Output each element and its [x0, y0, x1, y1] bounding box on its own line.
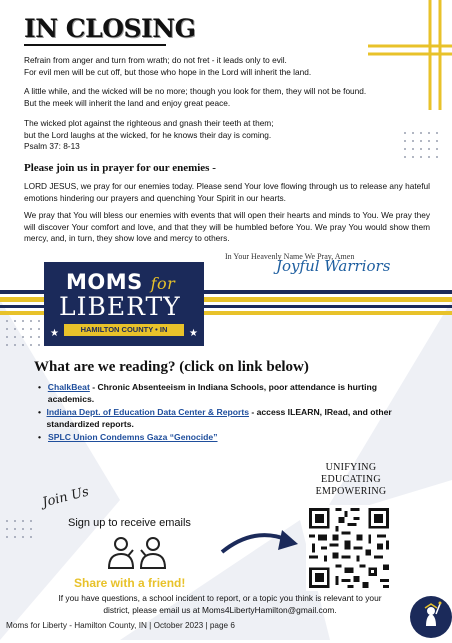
- arrow-icon: [218, 522, 302, 562]
- liberty-badge: [410, 596, 452, 638]
- list-item-text: - Chronic Absenteeism in Indiana Schools, poor attendance is hurting academics.: [47, 382, 377, 404]
- people-icon: [104, 534, 170, 574]
- verse-line: Refrain from anger and turn from wrath; do not fret - it leads only to evil.: [24, 55, 287, 65]
- verse-block-2: [24, 86, 434, 109]
- prayer-paragraph-1: LORD JESUS, we pray for our enemies today. Please send Your love flowing through us to release any hateful emotions hindering our prayers and quenching Your Spirit in our hearts.: [24, 181, 430, 203]
- motto-line: EMPOWERING: [315, 486, 387, 497]
- verse-line: but the Lord laughs at the wicked, for he knows their day is coming.: [24, 129, 272, 140]
- motto-line: UNIFYING: [325, 462, 377, 473]
- motto-line: EDUCATING: [321, 474, 381, 485]
- list-item: • SPLC Union Condemns Gaza “Genocide”: [38, 432, 218, 442]
- signature: Joyful Warriors: [276, 257, 391, 275]
- verse-line: But the meek will inherit the land and enjoy great peace.: [24, 97, 231, 108]
- prayer-closing: In Your Heavenly Name We Pray, Amen: [225, 252, 355, 261]
- verse-line: For evil men will be cut off, but those who hope in the Lord will inherit the land.: [24, 66, 312, 77]
- join-us-script: Join Us: [40, 484, 91, 511]
- splc-link[interactable]: SPLC Union Condemns Gaza “Genocide”: [48, 432, 218, 442]
- prayer-heading: Please join us in prayer for our enemies -: [24, 162, 216, 174]
- page-title: IN CLOSING: [24, 14, 196, 43]
- dot-grid-decoration-left: [6, 320, 40, 346]
- title-underline: [24, 44, 166, 46]
- verse-line: A little while, and the wicked will be no more; though you look for them, they will not be found.: [24, 86, 367, 96]
- prayer-paragraph-2: We pray that You will bless our enemies with events that will open their hearts and minds to You. We pray they will discover Your comfort and love, and that they will be humbled before You. We pray You would show them mercy, and, in turn, they show love and mercy to others.: [24, 210, 430, 243]
- reading-heading: What are we reading? (click on link below): [34, 359, 309, 375]
- qr-code[interactable]: [306, 505, 392, 591]
- share-with-friend[interactable]: Share with a friend!: [74, 576, 186, 590]
- verse-line: The wicked plot against the righteous and gnash their teeth at them;: [24, 118, 274, 128]
- logo-star-left-icon: ★: [50, 328, 59, 339]
- reading-list: [38, 382, 418, 444]
- logo-star-right-icon: ★: [189, 328, 198, 339]
- dot-grid-decoration-bottom: [6, 520, 32, 538]
- list-item: • Indiana Dept. of Education Data Center & Reports - access ILEARN, IRead, and other standardized reports.: [38, 407, 392, 429]
- verse-reference: Psalm 37: 8-13: [24, 141, 80, 151]
- moms-for-liberty-logo: [44, 262, 204, 346]
- signup-label[interactable]: Sign up to receive emails: [68, 517, 191, 529]
- logo-liberty: LIBERTY: [59, 292, 181, 321]
- list-item: • ChalkBeat - Chronic Absenteeism in Indiana Schools, poor attendance is hurting academics.: [38, 382, 377, 404]
- contact-text: If you have questions, a school incident to report, or a topic you think is relevant to your district, please email us at Moms4LibertyHamilton@gmail.com.: [58, 593, 382, 615]
- statue-of-liberty-icon: [410, 596, 452, 638]
- logo-moms: MOMS: [66, 270, 143, 294]
- unifying-motto: [306, 462, 396, 498]
- list-item-text: - access ILEARN, IRead, and other standardized reports.: [46, 407, 392, 429]
- chalkbeat-link[interactable]: ChalkBeat: [47, 382, 90, 392]
- indiana-doe-link[interactable]: Indiana Dept. of Education Data Center & Reports: [46, 407, 249, 417]
- logo-chapter: HAMILTON COUNTY • IN: [64, 324, 184, 336]
- verse-block-1: [24, 55, 434, 78]
- footer-text: Moms for Liberty - Hamilton County, IN | October 2023 | page 6: [6, 621, 235, 630]
- logo-for: for: [150, 274, 176, 293]
- verse-block-3: [24, 118, 434, 153]
